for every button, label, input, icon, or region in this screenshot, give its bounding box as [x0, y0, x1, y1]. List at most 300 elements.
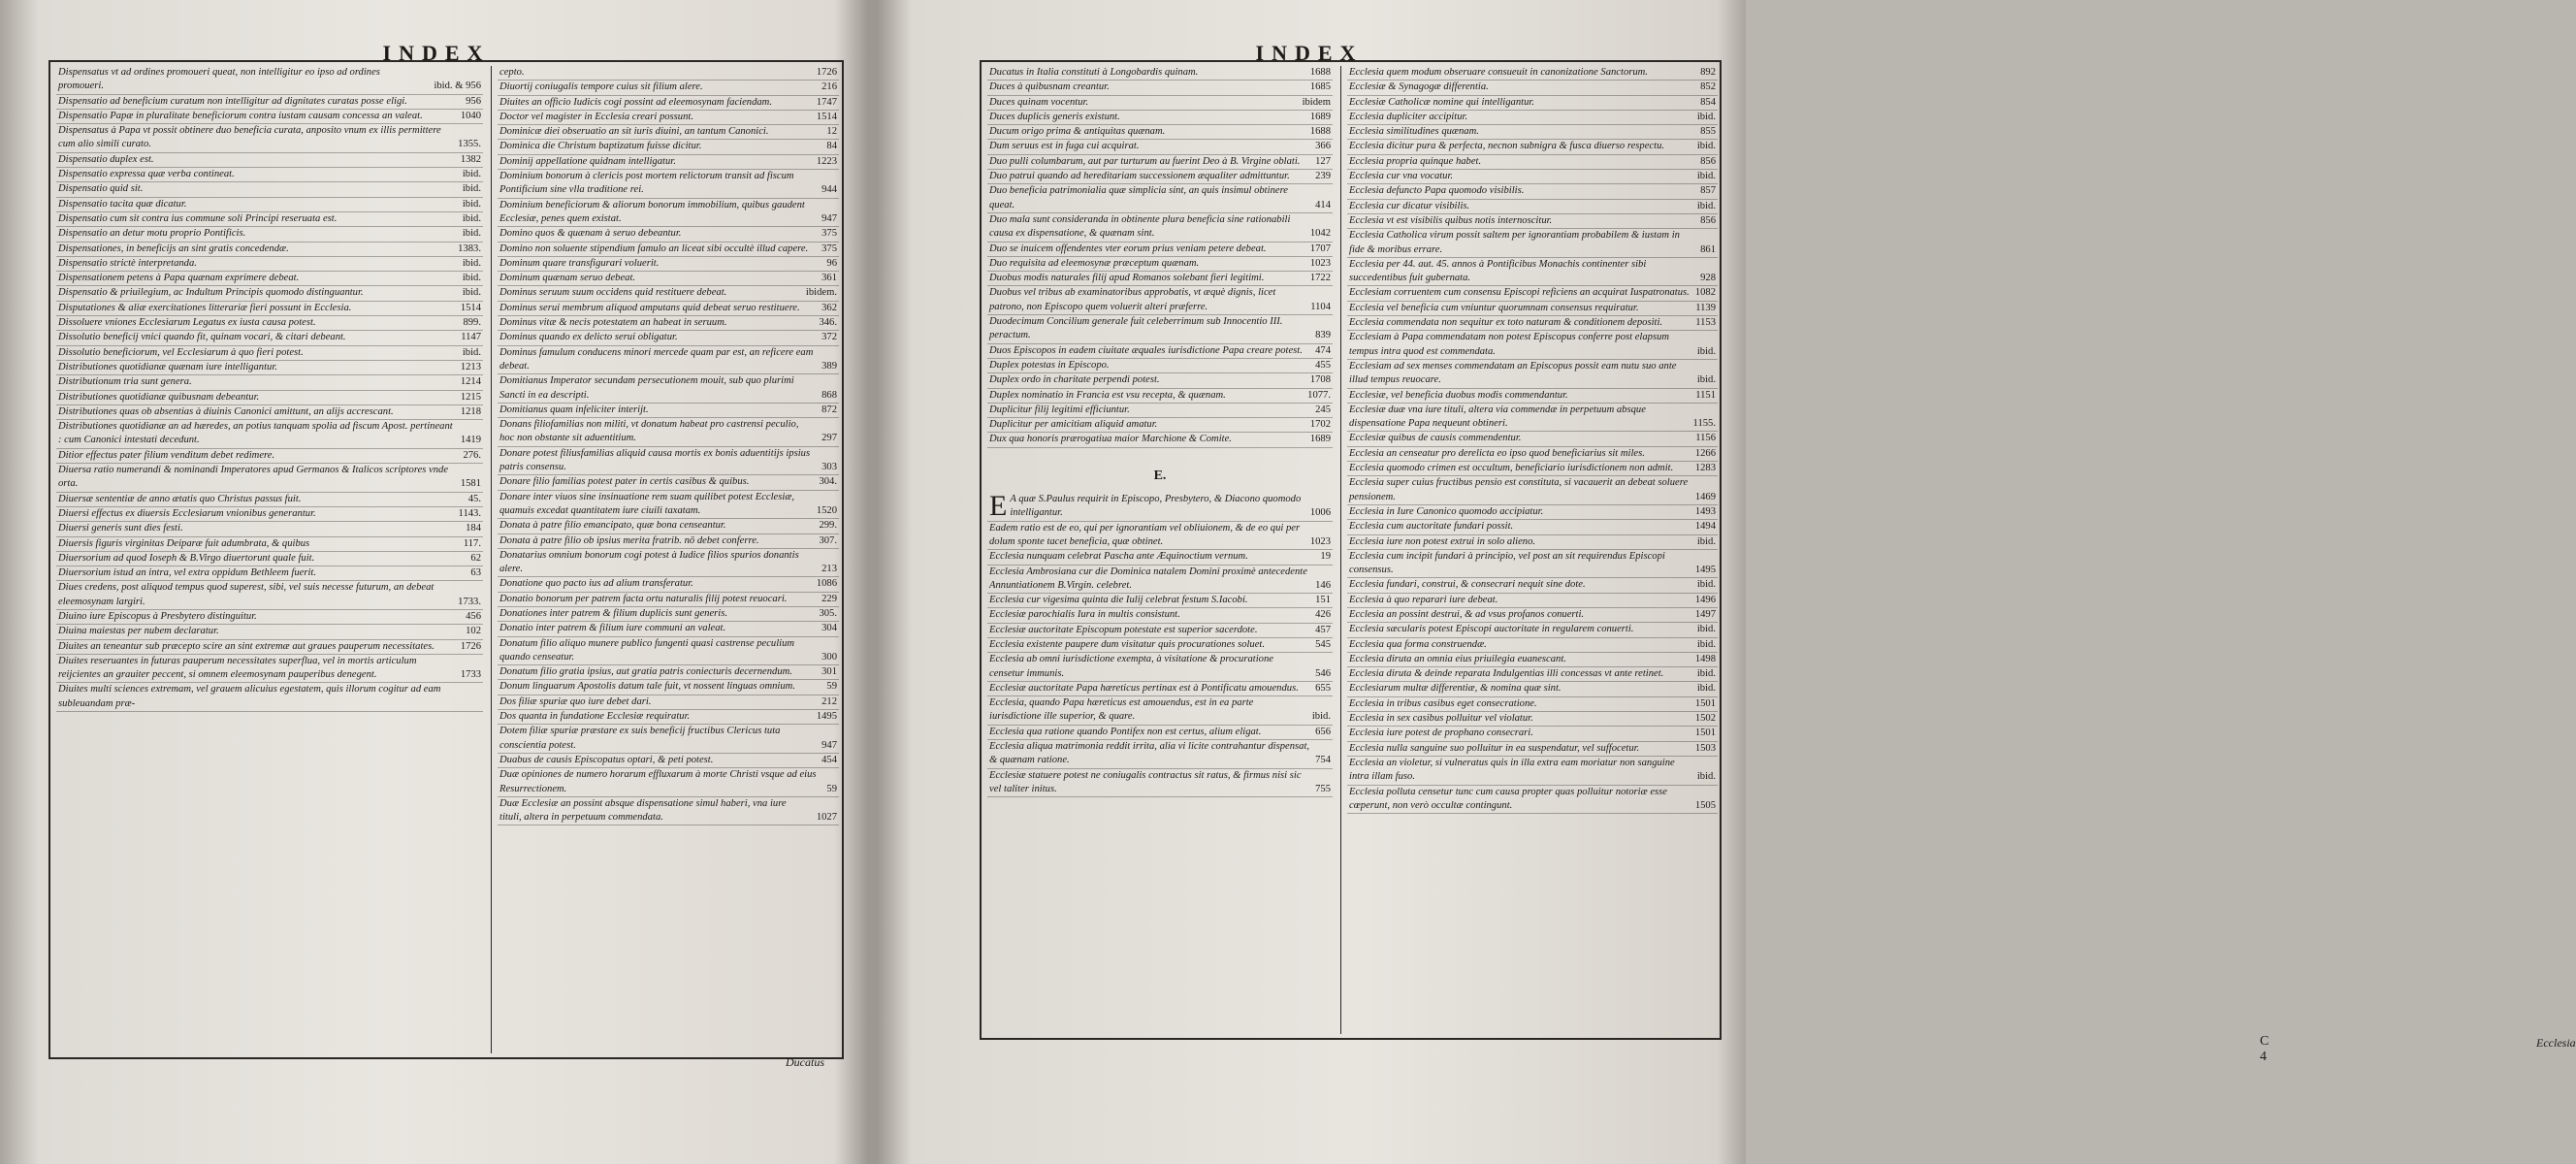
index-entry	[498, 272, 839, 286]
section-letter-e: E.	[1153, 468, 1167, 483]
entry-ref: 301	[821, 666, 837, 678]
index-entry	[56, 464, 483, 493]
index-entry	[1347, 712, 1718, 727]
entry-ref: 454	[821, 754, 837, 765]
index-entry	[987, 257, 1333, 272]
entry-ref: 856	[1700, 214, 1716, 226]
entry-ref: 96	[826, 257, 837, 269]
entry-text: Doctor vel magister in Ecclesia creari possunt.	[499, 111, 693, 122]
index-entry	[1347, 111, 1718, 125]
entry-ref: ibid.	[1696, 374, 1716, 386]
entry-ref: 1469	[1694, 491, 1716, 502]
entry-ref: 1707	[1309, 242, 1331, 254]
index-entry	[1347, 214, 1718, 229]
entry-text: Duobus modis naturales filij apud Romanos solebant fieri legitimi.	[989, 273, 1265, 284]
entry-ref: 151	[1315, 595, 1331, 606]
entry-ref: ibid.	[462, 273, 481, 284]
index-entry	[498, 607, 839, 622]
entry-ref: 1156	[1695, 433, 1716, 444]
index-entry	[1347, 96, 1718, 111]
running-head-right: INDEX	[1255, 41, 1364, 65]
entry-ref: ibid.	[1696, 200, 1716, 211]
index-entry	[987, 125, 1333, 140]
entry-ref: ibid.	[462, 212, 481, 224]
entry-text: Donans filiofamilias non militi, vt donatum habeat pro castrensi peculio, hoc non obstante sit aduentitium.	[499, 419, 799, 444]
entry-ref: 62	[470, 552, 481, 564]
entry-text: Distributiones quotidianæ an ad hæredes, an potius tanquam spolia ad fiscum Apost. pertineant : cum Canonici intestati decedunt.	[58, 421, 453, 446]
entry-ref: 1214	[460, 376, 481, 388]
entry-text: Donare inter viuos sine insinuatione rem suam quilibet potest Ecclesiæ, quamuis excedat quantitatem iure ciuili taxatam.	[499, 491, 795, 516]
index-entry	[56, 449, 483, 464]
index-entry	[56, 552, 483, 566]
entry-text: Ecclesia nulla sanguine suo polluitur in ea suspendatur, vel suffocetur.	[1349, 742, 1640, 754]
index-entry	[987, 653, 1333, 682]
index-entry	[987, 594, 1333, 608]
entry-text: Duabus de causis Episcopatus optari, & peti potest.	[499, 754, 714, 765]
entry-ref: 1501	[1694, 728, 1716, 739]
index-entry	[498, 768, 839, 797]
entry-ref: 307.	[819, 534, 837, 546]
entry-text: Dispensatus vt ad ordines promoueri queat, non intelligitur eo ipso ad ordines promoueri.	[58, 67, 380, 92]
index-entry	[1347, 81, 1718, 95]
entry-text: Ecclesiæ quibus de causis commendentur.	[1349, 433, 1522, 444]
index-entry	[1347, 653, 1718, 667]
index-entry	[1347, 578, 1718, 593]
index-entry	[987, 522, 1333, 551]
entry-text: Distributionum tria sunt genera.	[58, 376, 192, 388]
entry-ref: 474	[1315, 344, 1331, 356]
entry-ref: 84	[826, 141, 837, 152]
entry-ref: 1702	[1309, 419, 1331, 431]
entry-text: Duo se inuicem offendentes vter eorum prius veniam petere debeat.	[989, 242, 1267, 254]
index-entry	[1347, 258, 1718, 287]
entry-ref: ibid. & 956	[434, 81, 481, 92]
index-entry	[1347, 389, 1718, 404]
index-entry	[56, 683, 483, 712]
index-entry	[56, 346, 483, 361]
entry-text: Dominum quare transfigurari voluerit.	[499, 257, 660, 269]
entry-text: Ecclesia dupliciter accipitur.	[1349, 111, 1468, 122]
entry-ref: ibidem.	[805, 287, 837, 299]
entry-text: Ecclesia iure potest de prophano consecrari.	[1349, 728, 1533, 739]
entry-text: Duo patrui quando ad hereditariam successionem æqualiter admittuntur.	[989, 171, 1290, 182]
entry-text: Donatarius omnium bonorum cogi potest à Iudice filios spurios donantis alere.	[499, 549, 799, 575]
entry-text: Diuites reseruantes in futuras pauperum necessitates superflua, vel in mortis articulum reijcientes an grauiter peccent, si omnem eleemosynam pauperibus denegent.	[58, 655, 417, 681]
entry-ref: 1215	[460, 391, 481, 403]
right-page	[873, 0, 2576, 1164]
entry-text: Dominicæ diei obseruatio an sit iuris diuini, an tantum Canonici.	[499, 126, 769, 138]
entry-ref: 239	[1315, 171, 1331, 182]
entry-ref: ibidem	[1302, 96, 1331, 108]
entry-text: Dominij appellatione quidnam intelligatur.	[499, 155, 676, 167]
index-entry	[1347, 184, 1718, 199]
index-entry	[498, 622, 839, 636]
entry-ref: 19	[1320, 551, 1331, 563]
index-entry	[498, 447, 839, 476]
entry-text: Duplicitur per amicitiam aliquid amatur.	[989, 419, 1158, 431]
index-entry	[1347, 535, 1718, 550]
entry-text: Diuersi generis sunt dies festi.	[58, 523, 183, 534]
entry-ref: 216	[821, 81, 837, 93]
entry-ref: 1497	[1694, 608, 1716, 620]
entry-text: Ecclesiæ auctoritate Papa hæreticus pertinax est à Pontificatu amouendus.	[989, 682, 1299, 694]
catchword-left: Ducatus	[786, 1055, 824, 1069]
index-entry	[1347, 682, 1718, 696]
entry-ref: ibid.	[1696, 638, 1716, 650]
entry-ref: 1722	[1309, 273, 1331, 284]
entry-ref: 1581	[460, 478, 481, 490]
index-entry	[498, 710, 839, 725]
index-entry	[987, 373, 1333, 388]
index-entry	[987, 608, 1333, 623]
entry-ref: 414	[1315, 199, 1331, 210]
entry-text: Dominium bonorum à clericis post mortem relictorum transit ad fiscum Pontificium sine vlla traditione rei.	[499, 171, 794, 196]
index-entry	[56, 153, 483, 168]
index-entry	[987, 359, 1333, 373]
entry-ref: 1688	[1309, 126, 1331, 138]
entry-ref: 852	[1700, 81, 1716, 93]
entry-ref: 303	[821, 462, 837, 473]
index-entry	[498, 534, 839, 549]
index-entry	[498, 549, 839, 578]
entry-ref: ibid.	[1696, 771, 1716, 783]
index-entry	[1347, 302, 1718, 316]
entry-text: Dispensatio Papæ in pluralitate beneficiorum contra iustam causam concessa an valeat.	[58, 110, 423, 121]
index-entry	[1347, 462, 1718, 476]
entry-text: Domitianus Imperator secundam persecutionem mouit, sub quo plurimi Sancti in ea descripti.	[499, 375, 794, 401]
entry-text: Dominus seruum suum occidens quid restituere debeat.	[499, 287, 727, 299]
entry-ref: 1708	[1309, 374, 1331, 386]
index-entry	[1347, 608, 1718, 623]
index-entry	[56, 242, 483, 257]
entry-text: Ecclesia aliqua matrimonia reddit irrita, alia vi licite contrahantur dispensat, & quænam ratione.	[989, 741, 1310, 766]
entry-text: Ecclesia dicitur pura & perfecta, necnon subnigra & fusca diuerso respectu.	[1349, 141, 1665, 152]
index-entry	[1347, 505, 1718, 520]
entry-text: Domino non soluente stipendium famulo an liceat sibi occultè illud capere.	[499, 242, 809, 254]
entry-ref: 1382	[460, 153, 481, 165]
entry-text: Dominum quænam seruo debeat.	[499, 273, 636, 284]
index-entry	[498, 81, 839, 95]
entry-ref: 928	[1700, 273, 1716, 284]
entry-ref: 1514	[460, 302, 481, 313]
index-entry	[1347, 125, 1718, 140]
index-entry	[56, 124, 483, 153]
entry-ref: 1689	[1309, 434, 1331, 445]
entry-text: Donatum filio aliquo munere publico fungenti quasi castrense peculium quando censeatur.	[499, 637, 795, 663]
entry-ref: 868	[821, 389, 837, 401]
index-entry	[987, 155, 1333, 170]
entry-text: Ecclesia sæcularis potest Episcopi auctoritate in regularem conuerti.	[1349, 624, 1634, 635]
index-entry	[987, 66, 1333, 81]
index-entry	[498, 475, 839, 490]
index-entry	[987, 682, 1333, 696]
entry-text: Diues credens, post aliquod tempus quod superest, sibi, vel suis necesse futurum, an debeat eleemosynam largiri.	[58, 582, 435, 607]
entry-ref: ibid.	[1696, 345, 1716, 357]
entry-text: Dominica die Christum baptizatum fuisse dicitur.	[499, 141, 702, 152]
entry-text: Ditior effectus pater filium venditum debet redimere.	[58, 449, 275, 461]
entry-ref: 45.	[467, 493, 481, 504]
entry-text: Ecclesiarum multæ differentiæ, & nomina quæ sint.	[1349, 683, 1562, 695]
entry-ref: 213	[821, 564, 837, 575]
entry-text: A quæ S.Paulus requirit in Episcopo, Presbytero, & Diacono quomodo intelligantur.	[1010, 494, 1302, 519]
entry-text: Duo pulli columbarum, aut par turturum au fuerint Deo à B. Virgine oblati.	[989, 155, 1301, 167]
index-entry	[1347, 66, 1718, 81]
entry-ref: 1151	[1695, 389, 1716, 401]
entry-text: Duplex potestas in Episcopo.	[989, 359, 1110, 371]
entry-ref: ibid.	[1696, 683, 1716, 695]
entry-text: Domino quos & quænam à seruo debeantur.	[499, 228, 682, 240]
entry-ref: 856	[1700, 155, 1716, 167]
index-entry	[1347, 786, 1718, 815]
entry-text: Duplex nominatio in Francia est vsu recepta, & quænam.	[989, 389, 1226, 401]
entry-text: Duces duplicis generis existunt.	[989, 111, 1120, 122]
entry-text: Ecclesia cur vigesima quinta die Iulij celebrat festum S.Iacobi.	[989, 595, 1248, 606]
entry-ref: 854	[1700, 96, 1716, 108]
entry-text: Ecclesia defuncto Papa quomodo visibilis.	[1349, 185, 1525, 197]
entry-text: Ecclesia propria quinque habet.	[1349, 155, 1482, 167]
index-entry	[56, 257, 483, 272]
index-frame-left	[48, 60, 844, 1059]
running-head-left: INDEX	[382, 41, 491, 65]
index-column-left-2	[491, 66, 839, 1053]
index-entry	[56, 537, 483, 552]
entry-ref: 1006	[1309, 507, 1331, 519]
entry-text: Donatio bonorum per patrem facta ortu naturalis filij potest reuocari.	[499, 593, 788, 604]
entry-ref: 1155.	[1692, 418, 1716, 430]
entry-text: Donationes inter patrem & filium duplicis sunt generis.	[499, 607, 728, 619]
entry-ref: 1726	[460, 640, 481, 652]
entry-ref: 1514	[816, 111, 837, 122]
index-entry	[1347, 520, 1718, 534]
index-entry	[498, 199, 839, 228]
index-entry	[56, 212, 483, 227]
index-entry	[56, 522, 483, 536]
drop-cap: E	[989, 490, 1008, 523]
entry-text: Diuersorium istud an intra, vel extra oppidum Bethleem fuerit.	[58, 567, 316, 579]
index-entry	[56, 391, 483, 405]
index-entry	[987, 344, 1333, 359]
index-entry	[1347, 432, 1718, 446]
entry-ref: 457	[1315, 624, 1331, 635]
index-entry	[987, 566, 1333, 595]
entry-ref: ibid.	[1696, 624, 1716, 635]
entry-text: Donatio inter patrem & filium iure communi an valeat.	[499, 623, 726, 634]
index-entry	[987, 726, 1333, 740]
index-entry	[498, 331, 839, 345]
e-entries	[987, 522, 1333, 798]
entry-text: Dispensationes, in beneficijs an sint gratis concedendæ.	[58, 242, 289, 254]
entry-text: Diuites an officio Iudicis cogi possint ad eleemosynam faciendam.	[499, 96, 772, 108]
entry-text: Ecclesia in Iure Canonico quomodo accipiatur.	[1349, 505, 1544, 517]
index-entry	[56, 493, 483, 507]
entry-text: Ecclesiæ, vel beneficia duobus modis commendantur.	[1349, 389, 1568, 401]
index-entry	[1347, 594, 1718, 608]
entry-text: Ecclesia cur dicatur visibilis.	[1349, 200, 1470, 211]
index-entry	[498, 404, 839, 418]
entry-ref: ibid.	[1696, 535, 1716, 547]
entry-text: Ecclesia vel beneficia cum vniuntur quorumnam consensus requiratur.	[1349, 302, 1639, 313]
entry-text: Ecclesia in sex casibus polluitur vel violatur.	[1349, 713, 1533, 725]
index-entry	[1347, 742, 1718, 757]
index-entry	[56, 581, 483, 610]
index-entry	[987, 111, 1333, 125]
index-entry	[56, 110, 483, 124]
entry-ref: 1494	[1694, 521, 1716, 533]
entry-text: Duæ opiniones de numero horarum effluxarum à morte Christi vsque ad eius Resurrectionem.	[499, 769, 817, 794]
index-entry	[498, 170, 839, 199]
index-entry	[1347, 638, 1718, 653]
index-entry	[1347, 476, 1718, 505]
index-entry	[498, 725, 839, 754]
entry-text: Ecclesia per 44. aut. 45. annos à Pontificibus Monachis continenter sibi succedentibus fuit gubernata.	[1349, 258, 1647, 284]
index-entry	[987, 696, 1333, 726]
entry-text: Ecclesiæ & Synagogæ differentia.	[1349, 81, 1489, 93]
entry-ref: 372	[821, 332, 837, 343]
entry-ref: 1218	[460, 405, 481, 417]
index-entry	[1347, 170, 1718, 184]
entry-ref: 1082	[1694, 287, 1716, 299]
entry-text: Donum linguarum Apostolis datum tale fuit, vt nossent linguas omnium.	[499, 681, 795, 693]
entry-text: Duo mala sunt consideranda in obtinente plura beneficia sine rationabili causa ex dispensatione, & quænam sint.	[989, 213, 1291, 240]
index-entry	[1347, 447, 1718, 462]
entry-ref: 1153	[1695, 317, 1716, 329]
index-entry	[56, 227, 483, 242]
entry-text: Diuersis figuris virginitas Deiparæ fuit adumbrata, & quibus	[58, 537, 310, 549]
entry-ref: ibid.	[462, 228, 481, 240]
entry-text: Duces quinam vocentur.	[989, 96, 1089, 108]
entry-text: Dominus serui membrum aliquod amputans quid debeat seruo restituere.	[499, 302, 800, 313]
index-entry	[498, 797, 839, 826]
entry-text: Diuersa ratio numerandi & nominandi Imperatores apud Germanos & Italicos scriptores vnde orta.	[58, 465, 449, 490]
entry-text: Ecclesia cur vna vocatur.	[1349, 171, 1454, 182]
index-entry	[498, 637, 839, 666]
entry-ref: 102	[466, 626, 481, 637]
index-column-right-1	[987, 66, 1333, 1034]
entry-ref: 1023	[1309, 257, 1331, 269]
index-entry	[56, 286, 483, 301]
entry-ref: 857	[1700, 185, 1716, 197]
entry-ref: ibid.	[462, 346, 481, 358]
entry-text: Ecclesia diruta & deinde reparata Indulgentias illi concessas vt ante retinet.	[1349, 668, 1664, 680]
entry-text: Distributiones quas ob absentias à diuinis Canonici amittunt, an alijs accrescant.	[58, 405, 394, 417]
index-entry	[987, 213, 1333, 242]
entry-text: Ecclesia an censeatur pro derelicta eo ipso quod beneficiarius sit miles.	[1349, 447, 1645, 459]
entry-text: Ecclesia cum incipit fundari à principio, vel post an sit requirendus Episcopi consensus.	[1349, 550, 1665, 576]
index-entry	[987, 740, 1333, 769]
entry-text: Dispensatio quid sit.	[58, 183, 144, 195]
entry-ref: 229	[821, 593, 837, 604]
index-entry	[56, 566, 483, 581]
entry-ref: 1040	[460, 110, 481, 121]
index-entry	[56, 168, 483, 182]
entry-ref: 300	[821, 651, 837, 663]
index-entry	[498, 125, 839, 140]
entry-text: Ecclesia quem modum obseruare consueuit in canonizatione Sanctorum.	[1349, 67, 1648, 78]
index-entry	[56, 198, 483, 212]
entry-text: Dispensatus à Papa vt possit obtinere duo beneficia curata, anposito vnum ex illis permittere cum alio simili curato.	[58, 125, 441, 150]
entry-ref: 212	[821, 695, 837, 707]
index-entry	[498, 418, 839, 447]
index-entry	[56, 405, 483, 420]
entry-ref: ibid.	[1696, 668, 1716, 680]
index-entry	[987, 81, 1333, 95]
index-entry	[987, 550, 1333, 565]
d-entries	[987, 66, 1333, 448]
index-entry	[56, 420, 483, 449]
entry-text: Ecclesiæ statuere potest ne coniugalis contractus sit ratus, & firmus nisi sic vel taliter initus.	[989, 769, 1302, 794]
index-entry	[1347, 667, 1718, 682]
entry-text: Ecclesiæ duæ vna iure tituli, altera via commendæ in perpetuum absque dispensatione Papa nequeunt obtineri.	[1349, 404, 1646, 430]
entry-text: Ecclesia existente paupere dum visitatur quis procurationes soluet.	[989, 638, 1266, 650]
entry-ref: 947	[821, 739, 837, 751]
entry-ref: 1023	[1309, 535, 1331, 547]
entry-ref: 184	[466, 523, 481, 534]
entry-ref: 1104	[1310, 301, 1331, 312]
index-entry	[498, 286, 839, 301]
index-entry	[498, 519, 839, 534]
index-entry	[56, 507, 483, 522]
entry-ref: 362	[821, 302, 837, 313]
entry-ref: 855	[1700, 126, 1716, 138]
entry-ref: 1266	[1694, 447, 1716, 459]
entry-text: Duo beneficia patrimonialia quæ simplicia sint, an quis insimul obtinere queat.	[989, 185, 1288, 210]
index-entry	[56, 640, 483, 655]
entry-text: Ecclesia super cuius fructibus pensio est constituta, si vacauerit an debeat soluere pensionem.	[1349, 477, 1689, 502]
entry-ref: 299.	[819, 520, 837, 532]
entry-text: Donare potest filiusfamilias aliquid causa mortis ex bonis aduentitijs ipsius patris consensu.	[499, 447, 811, 473]
entry-ref: 1726	[816, 67, 837, 78]
index-entry	[56, 375, 483, 390]
entry-text: Dispensationem petens à Papa quænam exprimere debeat.	[58, 273, 300, 284]
entry-text: Ecclesia Ambrosiana cur die Dominica natalem Domini proximè antecedente Annuntiationem B.Virgin. celebret.	[989, 566, 1307, 591]
entry-text: Dominus vitæ & necis potestatem an habeat in seruum.	[499, 317, 727, 329]
entry-ref: 63	[470, 567, 481, 579]
entry-text: Ecclesia qua forma construendæ.	[1349, 638, 1487, 650]
section-first-entry	[987, 490, 1333, 523]
entry-ref: 545	[1315, 638, 1331, 650]
index-entry	[498, 491, 839, 520]
entry-ref: 1027	[816, 812, 837, 824]
entry-ref: 1383.	[458, 242, 481, 254]
entry-ref: 947	[821, 212, 837, 224]
index-entry	[987, 96, 1333, 111]
entry-text: Dissolutio beneficij vnici quando fit, quinam vocari, & citari debeant.	[58, 332, 346, 343]
entry-ref: 899.	[463, 317, 481, 329]
index-entry	[498, 665, 839, 680]
entry-ref: 456	[466, 610, 481, 622]
entry-ref: 892	[1700, 67, 1716, 78]
entry-ref: 1502	[1694, 713, 1716, 725]
entry-text: Dominium beneficiorum & aliorum bonorum immobilium, quibus gaudent Ecclesiæ, penes quem existat.	[499, 199, 805, 224]
entry-text: Dissoluere vniones Ecclesiarum Legatus ex iusta causa potest.	[58, 317, 316, 329]
index-entry	[987, 184, 1333, 213]
entry-text: Distributiones quotidianæ quænam iure intelligantur.	[58, 361, 277, 372]
entry-ref: 1689	[1309, 111, 1331, 122]
entry-ref: ibid.	[1696, 579, 1716, 591]
entry-ref: 1147	[461, 332, 481, 343]
index-entry	[987, 433, 1333, 447]
index-entry	[1347, 200, 1718, 214]
entry-ref: 1283	[1694, 463, 1716, 474]
entry-ref: 872	[821, 404, 837, 415]
entry-text: Ecclesia Catholica virum possit saltem per ignorantiam probabilem & iustam in fide & moribus errare.	[1349, 230, 1680, 255]
entry-text: Eadem ratio est de eo, qui per ignorantiam vel obliuionem, & de eo qui per dolum sponte tacet beneficia, quæ obtinet.	[989, 522, 1301, 547]
index-column-right-2	[1340, 66, 1718, 1034]
entry-ref: 1685	[1309, 81, 1331, 93]
index-entry	[498, 346, 839, 375]
entry-text: Diuites an teneantur sub præcepto scire an sint extremæ aut graues pauperum necessitates.	[58, 640, 435, 652]
entry-text: Ecclesiam corruentem cum consensu Episcopi reficiens an acquirat Iuspatronatus.	[1349, 287, 1690, 299]
